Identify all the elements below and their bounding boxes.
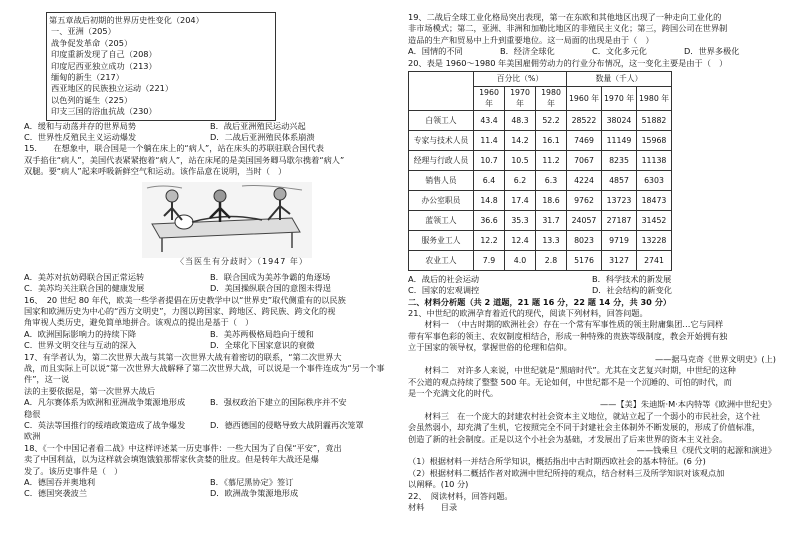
row-label: 销售人员: [409, 170, 474, 190]
row-label: 农业工人: [409, 250, 474, 270]
year-header: 1960 年: [567, 87, 602, 111]
table-cell: 31.7: [536, 210, 567, 230]
q21-text: 21、中世纪的欧洲孕育着近代的现代，阅读下列材料，回答问题。: [408, 308, 648, 319]
question-1: （1）根据材料一并结合所学知识，概括指出中古时期西欧社会的基本特征。(6 分): [408, 456, 706, 467]
option-a: A．国情的不同: [408, 46, 463, 57]
material-3: 会虽然弱小，却充满了生机，它按照完全不同于封建社会主体制外不断发展的，形成了价值标准，: [408, 422, 761, 433]
table-header-percent: 百分比（%）: [474, 72, 567, 87]
row-label: 办公室职员: [409, 190, 474, 210]
q17-options: [24, 397, 396, 408]
q19-text: 19、二战后全球工业化格局突出表现，第一在东欧和其他地区出现了一种走向工业化的: [408, 12, 722, 22]
material-2: 材料二 对许多人来说，中世纪就是“黑暗时代”。尤其在文艺复兴时期，中世纪的这种: [424, 365, 736, 376]
table-corner: [409, 72, 474, 111]
q14-options: [24, 121, 396, 132]
q15-options: [24, 283, 396, 294]
table-cell: 4.0: [505, 250, 536, 270]
table-cell: 28522: [567, 110, 602, 130]
section-heading: 二、材料分析题（共 2 道题，21 题 16 分，22 题 14 分，共 30 分）: [408, 296, 672, 307]
q14-options: [24, 132, 396, 143]
table-cell: 12.4: [505, 230, 536, 250]
table-cell: 3127: [602, 250, 637, 270]
table-row: [409, 210, 672, 230]
option-c: C．文化多元化: [592, 46, 647, 57]
q18-options: [24, 477, 396, 488]
material-2-source: ——【美】朱迪斯·M·本内特等《欧洲中世纪史》: [599, 399, 776, 410]
table-row: [409, 110, 672, 130]
q15-text: 双手掐住“病人”，美国代表紧紧抱着“病人”，站在床尾的是美国国务卿马歇尔携着“病人”: [24, 154, 345, 165]
table-cell: 11138: [637, 150, 672, 170]
table-cell: 14.2: [505, 130, 536, 150]
table-cell: 8023: [567, 230, 602, 250]
material-1: 材料一 （中古时期的欧洲社会）存在一个常有军事性质的领主附庸集团…它与同样: [424, 319, 724, 330]
toc-item: 印度尼西亚独立成功（213）: [51, 60, 157, 71]
material-3: 材料三 在一个庞大的封建农村社会资本主义地位，就站立起了一个弱小的市民社会，这个社: [424, 410, 761, 421]
table-cell: 17.4: [505, 190, 536, 210]
option-b: B．联合国成为美苏争霸的角逐场: [210, 271, 331, 282]
option-b: B．科学技术的新发展: [592, 273, 672, 284]
option-a: A．凡尔赛体系为欧洲和亚洲战争策源地形成: [24, 397, 186, 408]
toc-item: 西亚地区的民族独立运动（221）: [51, 83, 174, 94]
table-cell: 4857: [602, 170, 637, 190]
option-a: A．欧洲国际影响力的持续下降: [24, 328, 137, 339]
table-cell: 4224: [567, 170, 602, 190]
right-column: [408, 12, 776, 513]
table-cell: 7.9: [474, 250, 505, 270]
year-header: 1960 年: [474, 87, 505, 111]
table-cell: 6.2: [505, 170, 536, 190]
q16-options: [24, 340, 396, 351]
q17-text: 法的主要依据是，第一次世界大战后: [24, 385, 156, 396]
table-cell: 13228: [637, 230, 672, 250]
year-header: 1980 年: [637, 87, 672, 111]
year-header: 1980 年: [536, 87, 567, 111]
row-label: 专家与技术人员: [409, 130, 474, 150]
q22-material: 材料 目录: [408, 501, 458, 512]
question-2: （2）根据材料二概括作者对欧洲中世纪所持的观点，结合材料三及所学知识对该观点加: [408, 467, 725, 478]
table-cell: 13.3: [536, 230, 567, 250]
option-c: C．德国突袭波兰: [24, 488, 88, 499]
q20-options: [408, 285, 776, 296]
option-d: D．全球化下国家意识的衰微: [210, 340, 315, 351]
question-2: 以阐释。(10 分): [408, 479, 469, 490]
option-a: A．缓和与动荡并存的世界局势: [24, 120, 137, 131]
table-cell: 18473: [637, 190, 672, 210]
q20-text: 20、表是 1960～1980 年美国雇佣劳动力的行业分布情况，这一变化主要是由于（ ）: [408, 57, 728, 68]
q15-text: 双腿。要“病人”起来呼吸新鲜空气和运动。该作品意在说明，当时（ ）: [24, 166, 287, 177]
material-2: 不公道的观点持续了整整 500 年。无论如何，中世纪都不是一个沉睡的、可怕的时代，而: [408, 376, 732, 387]
cartoon-drawing: [142, 182, 312, 258]
option-d: D．世界多极化: [684, 46, 740, 57]
table-cell: 15968: [637, 130, 672, 150]
q19-text: 非市场模式；第二，亚洲、非洲和加勒比地区的非殖民主义化；第三，跨国公司在世界制: [408, 23, 728, 34]
option-c: C．世界文明交往与互动的深入: [24, 340, 137, 351]
table-cell: 11.4: [474, 130, 505, 150]
q19-options: [408, 46, 776, 57]
table-cell: 11149: [602, 130, 637, 150]
table-cell: 5176: [567, 250, 602, 270]
table-cell: 14.8: [474, 190, 505, 210]
option-c: C．世界性反殖民主义运动爆发: [24, 132, 137, 143]
table-cell: 43.4: [474, 110, 505, 130]
option-a: A．德国吞并奥地利: [24, 477, 96, 487]
table-cell: 24057: [567, 210, 602, 230]
table-cell: 52.2: [536, 110, 567, 130]
option-d-cont: 欧洲: [24, 431, 41, 442]
table-cell: 27187: [602, 210, 637, 230]
employment-table: [408, 71, 672, 271]
q15-text: 15. 在想象中，联合国是一个躺在床上的“病人”，站在床头的苏联驻联合国代表: [24, 143, 324, 154]
material-3-source: ——钱乘旦《现代文明的起源和演进》: [636, 444, 776, 455]
table-header-count: 数量（千人）: [567, 72, 672, 87]
table-cell: 2.8: [536, 250, 567, 270]
option-d: D．社会结构的新变化: [592, 285, 672, 296]
q18-options: [24, 488, 396, 499]
left-column: [24, 12, 396, 500]
table-cell: 48.3: [505, 110, 536, 130]
q16-text: 国家和欧洲历史为中心的“西方文明史”，力图以跨国家、跨地区、跨民族、跨文化的视: [24, 305, 336, 316]
year-header: 1970 年: [602, 87, 637, 111]
toc-item: 战争促发革命（205）: [51, 37, 133, 48]
table-cell: 6303: [637, 170, 672, 190]
row-label: 服务业工人: [409, 230, 474, 250]
table-cell: 6.4: [474, 170, 505, 190]
toc-item: 以色列的诞生（225）: [51, 94, 133, 105]
option-c: C．英法等国推行的绥靖政策造成了战争爆发: [24, 419, 186, 430]
q16-text: 16、 20 世纪 80 年代，欧美一些学者提倡在历史教学中以“世界史”取代侧重有的以民族: [24, 294, 346, 305]
option-b: B．美苏两极格局趋向于缓和: [210, 328, 314, 339]
option-b: B．《慕尼黑协定》签订: [210, 477, 294, 487]
table-of-contents-box: [46, 12, 276, 121]
table-row: [409, 190, 672, 210]
toc-item: 印支三国的浴血抗战（230）: [51, 106, 157, 117]
toc-title: 第五章战后初期的世界历史性变化（204）: [49, 15, 204, 25]
year-header: 1970 年: [505, 87, 536, 111]
toc-item: 印度重新发现了自己（208）: [51, 49, 157, 60]
table-cell: 10.5: [505, 150, 536, 170]
table-cell: 10.7: [474, 150, 505, 170]
table-cell: 6.3: [536, 170, 567, 190]
table-cell: 11.2: [536, 150, 567, 170]
table-cell: 8235: [602, 150, 637, 170]
table-cell: 38024: [602, 110, 637, 130]
q17-options: [24, 420, 396, 431]
table-cell: 18.6: [536, 190, 567, 210]
q16-text: 角审视人类历史，避免简单地拼合。该观点的提出是基于（ ）: [24, 317, 254, 328]
material-2: 是一个充满文化的时代。: [408, 387, 499, 398]
cartoon-caption: 〈当医生有分歧时〉（1947 年）: [176, 257, 308, 267]
material-3: 创造了新的社会制度。正是以这个小社会为基础，才发展出了后来世界的资本主义社会。: [408, 433, 728, 444]
table-cell: 7469: [567, 130, 602, 150]
material-1: 带有军事色彩的领主、农奴制度相结合，形成一种特殊的贵族等级制度，教会开始拥有独: [408, 330, 728, 341]
option-a: A．战后的社会运动: [408, 273, 480, 284]
cartoon-image: [142, 182, 312, 268]
row-label: 经理与行政人员: [409, 150, 474, 170]
row-label: 白领工人: [409, 110, 474, 130]
table-cell: 7067: [567, 150, 602, 170]
option-d: D．二战后亚洲殖民体系崩溃: [210, 132, 315, 143]
table-cell: 9719: [602, 230, 637, 250]
table-cell: 9762: [567, 190, 602, 210]
option-d: D．德西德国的侵略导致大战阴霾再次笼罩: [210, 419, 364, 430]
table-cell: 13723: [602, 190, 637, 210]
table-row: [409, 150, 672, 170]
q16-options: [24, 329, 396, 340]
option-c: C．美苏均关注联合国的健康发展: [24, 283, 145, 294]
option-b-cont: 稳很: [24, 408, 41, 419]
table-row: [409, 230, 672, 250]
table-row: [409, 250, 672, 270]
table-row: [409, 130, 672, 150]
q19-text: 造品的生产和贸易中上升到重要地位。这一局面的出现是由于（ ）: [408, 34, 654, 45]
q17-text: 17、有学者认为，第二次世界大战与其第一次世界大战有着密切的联系，“第二次世界大: [24, 351, 342, 362]
row-label: 蓝领工人: [409, 210, 474, 230]
option-b: B．战后亚洲殖民运动兴起: [210, 120, 306, 131]
option-d: D．美国操纵联合国的意图未得逞: [210, 283, 331, 294]
option-b: B．经济全球化: [500, 46, 555, 57]
table-cell: 36.6: [474, 210, 505, 230]
q22-text: 22、 阅读材料，回答问题。: [408, 490, 513, 501]
q18-text: 18、《一个中国记者看二战》中这样评述某一历史事件：一些大国为了自保“平安”，竟出: [24, 442, 342, 453]
table-cell: 2741: [637, 250, 672, 270]
q20-options: [408, 274, 776, 285]
q17-text: 战，而且实际上可以说“第一次世界大战解释了第二次世界大战，可以说是一个事件连成为“另一个事件”，这一说: [24, 362, 385, 385]
table-body: [409, 110, 672, 270]
table-cell: 35.3: [505, 210, 536, 230]
q18-text: 发了。该历史事件是（ ）: [24, 465, 123, 476]
q15-options: [24, 272, 396, 283]
option-c: C．国家的宏观调控: [408, 285, 480, 296]
table-cell: 51882: [637, 110, 672, 130]
table-cell: 12.2: [474, 230, 505, 250]
toc-item: 缅甸的新生（217）: [51, 72, 124, 83]
table-cell: 16.1: [536, 130, 567, 150]
toc-item: 一、亚洲（205）: [51, 26, 116, 37]
option-b: B．强权政治下建立的国际秩序并不安: [210, 397, 347, 408]
option-a: A．美苏对抗妨碍联合国正常运转: [24, 271, 145, 282]
material-1: 立于国家的领导权，掌握世俗的伦理和信仰。: [408, 342, 572, 353]
option-d: D．欧洲战争策源地形成: [210, 488, 299, 499]
table-cell: 31452: [637, 210, 672, 230]
table-row: [409, 170, 672, 190]
q18-text: 卖了中国利益，以为这样就会填饱饿狼那帮家伙贪婪的肚皮。但是转年大战还是爆: [24, 454, 319, 465]
material-1-source: ——据马克奇《世界文明史》(上): [654, 353, 776, 364]
